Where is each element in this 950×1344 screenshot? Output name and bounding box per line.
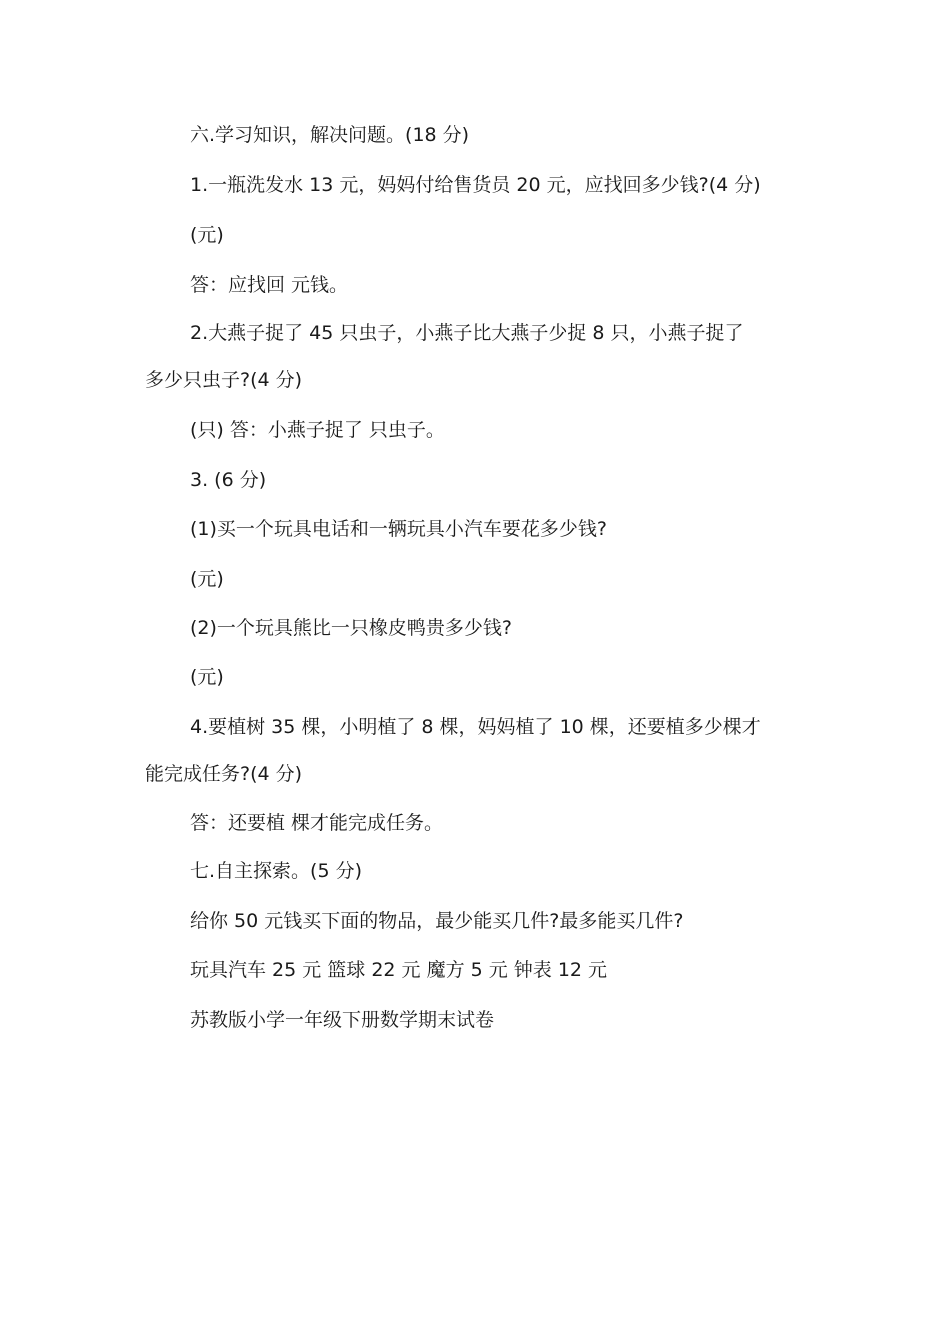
section-seven-question: 给你 50 元钱买下面的物品，最少能买几件?最多能买几件?	[190, 910, 684, 932]
document-footer-title: 苏教版小学一年级下册数学期末试卷	[190, 1009, 495, 1031]
question-3-part-2-unit: (元)	[190, 666, 224, 688]
question-4-text-line-2: 能完成任务?(4 分)	[145, 763, 303, 785]
question-1-unit: (元)	[190, 224, 224, 246]
question-3-part-1: (1)买一个玩具电话和一辆玩具小汽车要花多少钱?	[190, 518, 607, 540]
question-2-answer: (只) 答：小燕子捉了 只虫子。	[190, 419, 445, 441]
question-3-part-2: (2)一个玩具熊比一只橡皮鸭贵多少钱?	[190, 617, 512, 639]
question-3-part-1-unit: (元)	[190, 568, 224, 590]
question-3-heading: 3. (6 分)	[190, 469, 267, 491]
section-seven-items: 玩具汽车 25 元 篮球 22 元 魔方 5 元 钟表 12 元	[190, 959, 608, 981]
question-1-answer: 答：应找回 元钱。	[190, 274, 349, 296]
question-2-text-line-1: 2.大燕子捉了 45 只虫子，小燕子比大燕子少捉 8 只，小燕子捉了	[190, 322, 744, 344]
question-4-answer: 答：还要植 棵才能完成任务。	[190, 812, 444, 834]
section-seven-heading: 七.自主探索。(5 分)	[190, 860, 362, 882]
section-six-heading: 六.学习知识，解决问题。(18 分)	[190, 124, 470, 146]
question-1-text: 1.一瓶洗发水 13 元，妈妈付给售货员 20 元，应找回多少钱?(4 分)	[190, 174, 761, 196]
question-4-text-line-1: 4.要植树 35 棵，小明植了 8 棵，妈妈植了 10 棵，还要植多少棵才	[190, 716, 761, 738]
question-2-text-line-2: 多少只虫子?(4 分)	[145, 369, 303, 391]
